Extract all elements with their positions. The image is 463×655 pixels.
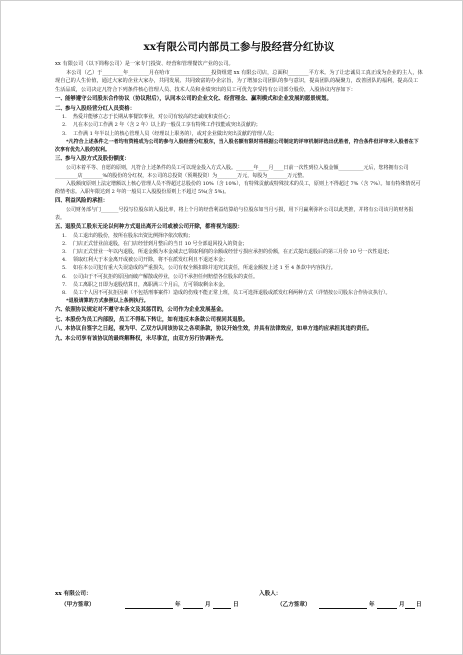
qualification-note: *凡符合上述条件之一者均有资格成为公司的参与入股经营分红股东，当入股名额有限时将根据公司制定的评审机制评选出优胜者，符合条件但评审未入股者在下次享有优先入股的权利。: [55, 138, 419, 153]
exit-item-num: 4.: [62, 257, 67, 264]
section-8: [55, 325, 423, 333]
section-2: [55, 105, 423, 113]
section-6-text: 依照协议规定对不遵守本条文及其惩罚的，公司作为企业发展基金。: [65, 307, 227, 314]
party-b-day-label: 日: [416, 602, 422, 608]
section-8-text: 本协议自签字之日起，视为甲、乙双方认同该协议之各项条款，协议开始生效，并具有法律效应，如单方违约应承担其违约责任。: [65, 326, 373, 333]
intro-line-2: 本公司（乙）于________年________月在哈市________________投资组建 xx 有限公司店，总面积________平方米。为了让忠诚员工真正成为企业的主人，体现自己的人生价值，通过大家的企业大家办，共同发展、共同致富的办企宗旨，为了增加公司团队的参与意识，提高团队的凝聚力，改善团队的福利，提高员工生活品质，公司决定凡符合下列条件核心管理人员、技术人员和业绩突出的员工可优先享受持有公司部分股份，入股协议内容如下：: [55, 69, 423, 93]
party-b-stamp: （乙方签章）: [277, 602, 311, 608]
shareholder-label: 入股人：: [259, 591, 282, 597]
section-8-num: 八、: [55, 326, 66, 333]
section-1-text: 能够遵守公司股东合作协议（协议附后），认同本公司的企业文化、经营理念、赢利模式和企业发展的愿景规划。: [65, 96, 332, 103]
party-a-year-blank[interactable]: [125, 600, 173, 609]
exit-item-num: 7.: [62, 281, 67, 288]
qualification-text: 热爱并能够立志于长期从事餐饮事业，对公司有较高的忠诚度和责任心；: [73, 114, 234, 121]
qualification-text: 凡在本公司工作满 2 年（含 2 年）以上的一般员工享有特殊工作技能或突出贡献的；: [73, 122, 261, 129]
section-4-text: 利益风险的承担：: [65, 198, 109, 205]
section-1: [55, 95, 423, 103]
section-2-num: 二、: [55, 105, 66, 112]
party-b-month-label: 月: [399, 602, 405, 608]
section-4-num: 四、: [55, 198, 66, 205]
qualification-item: [55, 113, 423, 121]
section-9-text: 本公司享有该协议的最终解释权，未尽事宜，由双方另行协调补充。: [65, 335, 227, 342]
exit-item: [55, 273, 423, 281]
exit-item-num: 8.: [62, 290, 67, 297]
investment-paragraph-2: 入股额度原则上法定增额以上核心管理人员不得超过总股份的 10%（含 10%），有特殊贡献或特殊技术的员工，原则上不得超过 7%（含 7%）。如有特殊情况可酌情考虑。入职年限达到 2 年的一般员工入股股份原则上不超过 5%(含 5%)。: [55, 181, 421, 196]
exit-item: [55, 281, 423, 289]
section-7-num: 七、: [55, 316, 66, 323]
intro: [55, 60, 423, 94]
section-9-num: 九、: [55, 335, 66, 342]
section-3-num: 三、: [55, 156, 66, 163]
exit-item-num: 6.: [62, 273, 67, 280]
exit-item: [55, 256, 423, 264]
exit-item-num: 1.: [62, 232, 67, 239]
party-a-month-blank[interactable]: [183, 600, 203, 609]
qualification-num: 2.: [62, 122, 67, 129]
exit-item-text: 如在本公司犯有重大失误造成的严重损失，公司有权全额扣除并追究其责任，所退金额按上述 1 至 4 条款中内容执行。: [73, 265, 336, 272]
signature-block: [55, 589, 423, 611]
section-6-num: 六、: [55, 307, 66, 314]
exit-item: [55, 240, 423, 248]
section-3: [55, 155, 423, 163]
exit-item-text: 员工离职之日即为退股结算日，离职满三个月后，方可领取剩余本金。: [73, 281, 229, 288]
exit-item-num: 5.: [62, 265, 67, 272]
investment-paragraph-1: 公司本着平等、自愿的原则，凡符合上述条件的员工可以现金投入方式入股。_______年____月____日前一次性到位入股金额__________元后，您将拥有公司_________店________%的股份的分红权，本公司的总投资（预期投资）为________万元，每股为________万元整。: [55, 164, 409, 179]
section-2-text: 参与入股经营分红人员资格：: [65, 105, 136, 112]
exit-item-num: 3.: [62, 249, 67, 256]
qualification-num: 3.: [62, 130, 67, 137]
party-a-day-blank[interactable]: [213, 600, 231, 609]
party-a-year-label: 年: [175, 602, 181, 608]
party-b-month-blank[interactable]: [377, 600, 397, 609]
section-3-text: 参与入股方式及股份额度：: [65, 156, 130, 163]
signature-row-dates: [55, 600, 423, 611]
exit-note: *退股请算的方式参照以上条例执行。: [66, 298, 149, 305]
qualification-num: 1.: [62, 114, 67, 121]
exit-item: [55, 232, 423, 240]
exit-item: [55, 289, 423, 297]
exit-item-text: 门店正式营业前退股，在门店经营到月整后的当日 10 号全部退回投入的资金；: [73, 240, 248, 247]
exit-item-text: 公司由于不可抗拒的原因而破产解散或停业，公司不承担任何赔偿各位股东的责任。: [73, 273, 259, 280]
party-b-day-blank[interactable]: [405, 600, 415, 609]
qualification-item: [55, 130, 423, 138]
agreement-body: [55, 39, 423, 343]
exit-item-num: 2.: [62, 240, 67, 247]
section-5: [55, 223, 423, 231]
section-6: [55, 306, 423, 314]
document-title: xx有限公司内部员工参与股经营分红协议: [143, 41, 335, 53]
section-7: [55, 316, 423, 324]
risk-paragraph: 公司财务部与门_______号投写位股东的入股比率，将上个月的经营利益结算给与位股东如当月亏损，用下月赢利弥补公司以此类推，并将有公司该月的财务报表。: [55, 206, 414, 222]
qualification-item: [55, 121, 423, 129]
party-b-year-blank[interactable]: [319, 600, 367, 609]
section-1-num: 一、: [55, 96, 66, 103]
exit-item-text: 门店正式营业一年以内退股，所退金额为本金减去已领取利润的余额或经营亏损应承担的份额，在正式提出退股后的第三月份 10 号一次性退还；: [73, 249, 393, 256]
party-a-day-label: 日: [233, 602, 239, 608]
company-label: xx 有限公司：: [55, 591, 92, 597]
section-5-num: 五、: [55, 224, 66, 231]
party-b-year-label: 年: [369, 602, 375, 608]
section-7-text: 本股份为员工内部股，员工不得私下转让，如有违反本条款公司视同其退股。: [65, 316, 249, 323]
party-a-stamp: （甲方签章）: [61, 602, 95, 608]
section-4: [55, 197, 423, 205]
section-9: [55, 335, 423, 343]
qualification-text: 工作满 1 年半以上的核心管理人员（经理以上职务的），或对企业做出突出贡献的管理人员；: [73, 130, 277, 137]
party-a-month-label: 月: [205, 602, 211, 608]
exit-item-text: 领取红利大于本金离开或被公司开除，将不在派发红利且不退还本金；: [73, 257, 229, 264]
signature-row-labels: [55, 589, 423, 600]
section-5-text: 退股员工股东无论以何种方式退出离开公司或被公司开除，都将视为退股：: [65, 224, 243, 231]
exit-item-text: 员工个人因不可抗拒因素（不包括刑事案件）造成的伤残不能正常上班，员工可选择退股或派发红利两种方式（详情按公司股东合作协议执行）。: [73, 290, 391, 297]
exit-item: [55, 264, 423, 272]
exit-item-text: 员工退出的股份，按所在股东出资比例择序依次收购；: [73, 232, 194, 239]
intro-line-1: xx 有限公司（以下简称公司）是一家专门投资、经营和管理餐饮产业的公司。: [55, 61, 234, 67]
exit-item: [55, 248, 423, 256]
